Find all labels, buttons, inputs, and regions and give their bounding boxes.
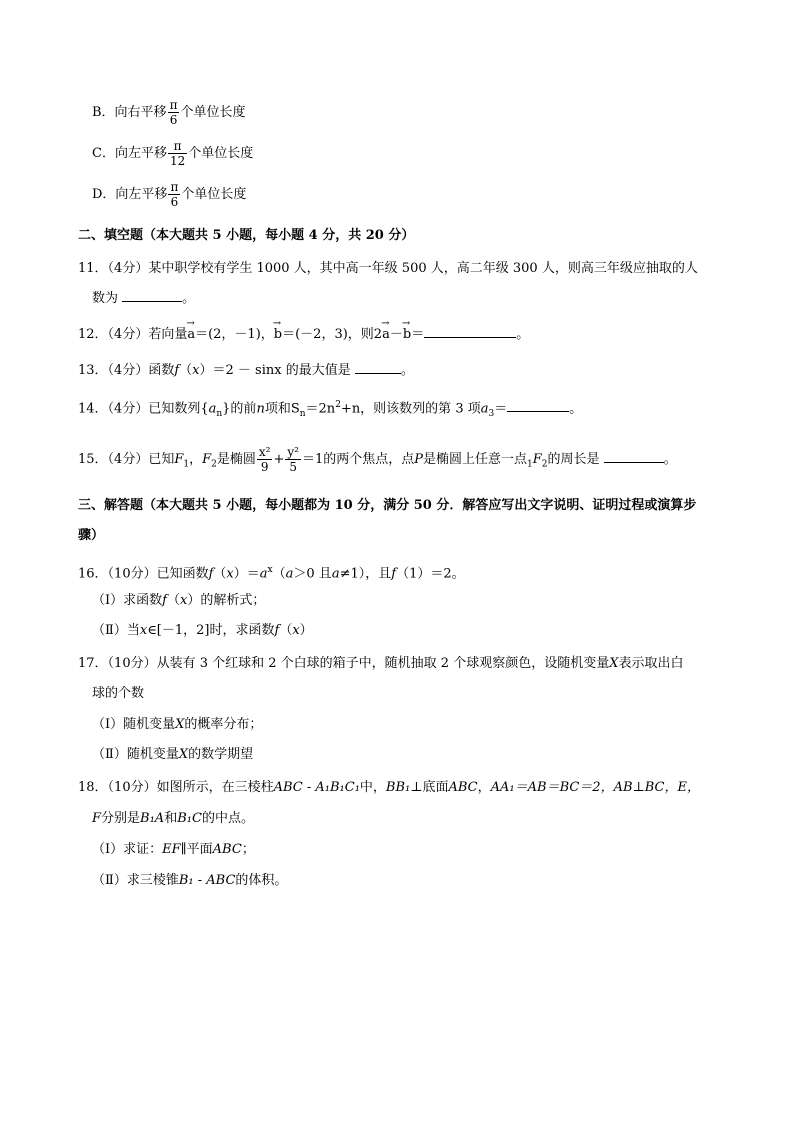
q17-line1: 17．（10分）从装有 3 个红球和 2 个白球的箱子中，随机抽取 2 个球观察颜色，设随机变量X表示取出白 [78, 656, 684, 671]
q12: 12．（4分）若向量→ a＝(2，－1)，→ b＝(－2，3)，则2→ a－→ b＝ 。 [78, 325, 529, 344]
section3-title-cont: 骤） [78, 528, 105, 543]
q18-part2: （Ⅱ）求三棱锥B₁ - ABC的体积。 [92, 873, 288, 888]
q11-line2: 数为 。 [92, 291, 196, 306]
q14: 14．（4分）已知数列$\{a_n\}$的前n项和$S_n=2n^2+n$，则该数列的第 3 项$a_3=$ 。 [78, 400, 583, 419]
section2-title: 二、填空题（本大题共 5 小题，每小题 4 分，共 20 分） [78, 228, 415, 243]
q17-part1: （Ⅰ）随机变量X的概率分布； [92, 717, 263, 732]
q18-line2: F分别是B₁A和B₁C的中点。 [92, 811, 254, 826]
q10-option-c: C．向左平移 $\frac{\pi}{12}$ 个单位长度 [92, 139, 254, 168]
q11-line1: 11．（4分）某中职学校有学生 1000 人，其中高一年级 500 人，高二年级 300 人，则高三年级应抽取的人 [78, 261, 698, 276]
q16-part2: （Ⅱ）当x∈[－1，2]时，求函数f（x） [92, 623, 313, 638]
q10-option-b: B．向右平移 $\frac{\pi}{6}$ 个单位长度 [92, 98, 246, 127]
q18-part1: （Ⅰ）求证：EF∥平面ABC； [92, 842, 255, 857]
q15: 15．（4分）已知$F_1$，$F_2$是椭圆 $\frac{\text{x²}}{9}$ + $\frac{\text{y²}}{5}$ ＝1的两个焦点，点P是椭圆上任意一点$_1F_2$的周长是 。 [78, 445, 677, 474]
q17-part2: （Ⅱ）随机变量X的数学期望 [92, 747, 254, 762]
q16-part1: （Ⅰ）求函数f（x）的解析式； [92, 593, 266, 608]
q16-stem: 16．（10分）已知函数$f(x)=a^x(a>0$ 且a≠1），且f（1）＝2。 [78, 565, 465, 582]
q10-option-d: D．向左平移 $\frac{\pi}{6}$ 个单位长度 [92, 180, 247, 209]
q13: 13．（4分）函数f（x）＝2 － sinx 的最大值是 。 [78, 363, 414, 378]
q18-line1: 18．（10分）如图所示，在三棱柱ABC - A₁B₁C₁中，BB₁⊥底面ABC，AA₁＝AB＝BC＝2，AB⊥BC，E， [78, 780, 700, 795]
q17-line2: 球的个数 [92, 686, 145, 701]
section3-title: 三、解答题（本大题共 5 小题，每小题都为 10 分，满分 50 分．解答应写出文字说明、证明过程或演算步 [78, 498, 697, 513]
